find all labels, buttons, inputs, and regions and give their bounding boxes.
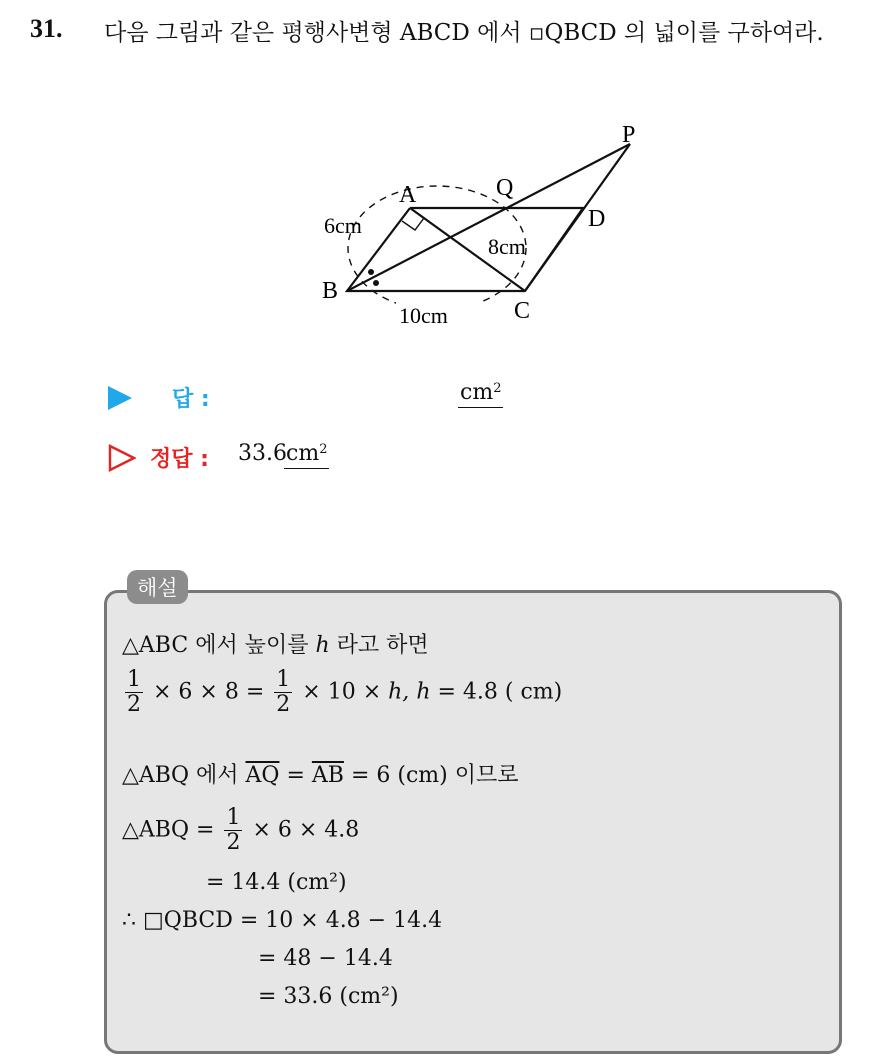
answer-unit[interactable]: $cm^2$ bbox=[458, 380, 503, 408]
label-d: D bbox=[588, 206, 606, 232]
answer-row bbox=[108, 380, 528, 420]
label-ac: 8cm bbox=[488, 234, 526, 259]
angle-dot-1 bbox=[368, 269, 374, 275]
parallelogram-figure bbox=[300, 118, 680, 338]
label-b: B bbox=[322, 278, 339, 304]
question-number: 31. bbox=[30, 14, 63, 43]
answer-label: 답 : bbox=[172, 387, 210, 412]
correct-unit: $cm^2$ bbox=[284, 441, 329, 469]
label-p: P bbox=[622, 122, 636, 148]
solution-tag: 해설 bbox=[127, 570, 188, 604]
right-angle-mark bbox=[402, 218, 424, 230]
label-a: A bbox=[399, 182, 417, 208]
question-text: 다음 그림과 같은 평행사변형 ABCD 에서 ▫QBCD 의 넓이를 구하여라. bbox=[104, 20, 824, 46]
label-q: Q bbox=[496, 175, 514, 201]
parallelogram-edges bbox=[347, 208, 583, 291]
answer-marker-icon bbox=[108, 386, 132, 410]
angle-dot-2 bbox=[373, 280, 379, 286]
label-c: C bbox=[514, 298, 531, 324]
segment-cp bbox=[525, 144, 630, 291]
solution-line-5: = 14.4 (cm²) bbox=[206, 870, 347, 895]
correct-answer-row bbox=[108, 440, 408, 480]
solution-line-6: ∴ □QBCD = 10 × 4.8 − 14.4 bbox=[122, 908, 443, 933]
solution-line-1: △ABC 에서 높이를 h 라고 하면 bbox=[122, 633, 429, 658]
solution-line-7: = 48 − 14.4 bbox=[258, 946, 393, 971]
correct-value: 33.6 bbox=[238, 441, 287, 466]
correct-marker-icon bbox=[108, 444, 136, 472]
label-ab: 6cm bbox=[324, 213, 362, 238]
solution-line-2: $\frac{1}{2}$ × 6 × 8 = $\frac{1}{2}$ × 10 × h, h = 4.8 ( cm) bbox=[127, 667, 563, 717]
solution-line-8: = 33.6 (cm²) bbox=[258, 984, 399, 1009]
correct-label: 정답 : bbox=[150, 447, 209, 472]
solution-line-4: △ABQ = $\frac{1}{2}$ × 6 × 4.8 bbox=[122, 805, 360, 855]
solution-line-3: △ABQ 에서 $\overline{AQ} = \overline{AB} = 6$ (cm) 이므로 bbox=[122, 763, 519, 788]
label-bc: 10cm bbox=[399, 303, 448, 328]
